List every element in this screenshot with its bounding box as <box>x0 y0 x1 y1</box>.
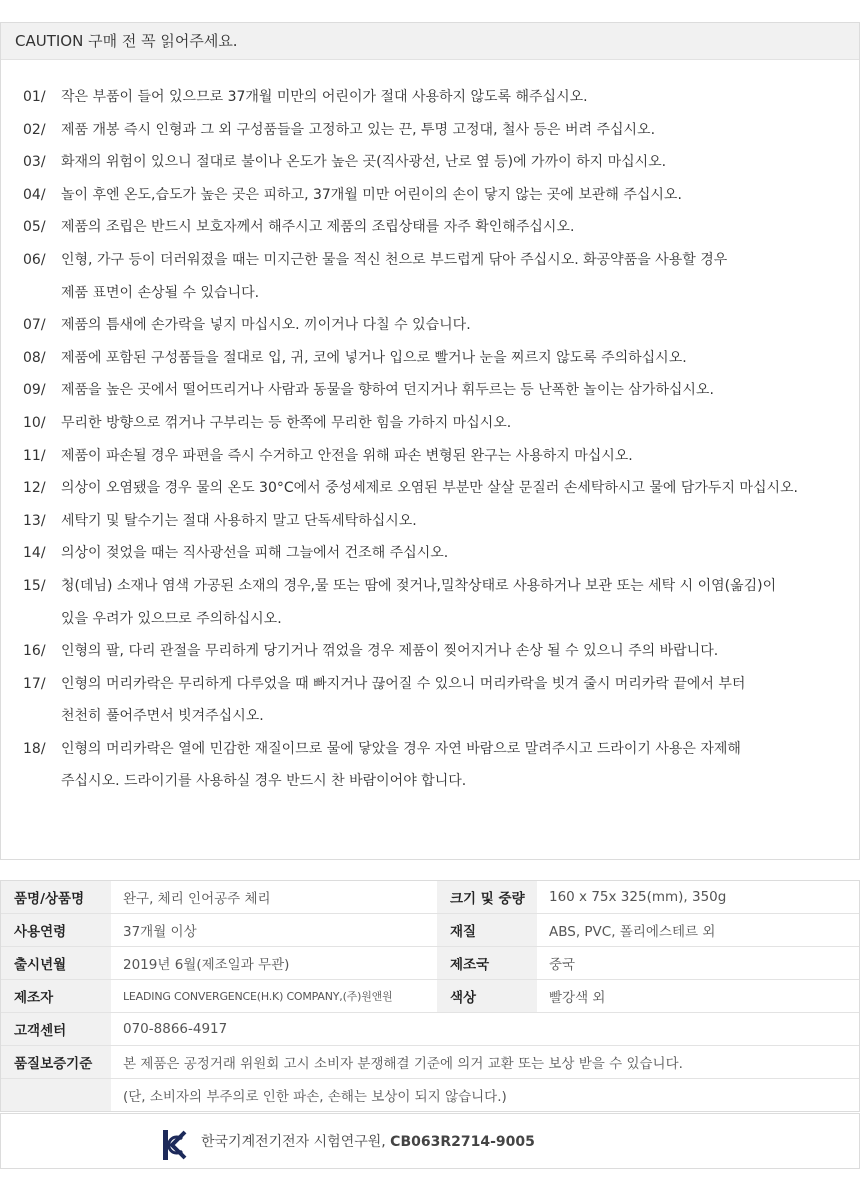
caution-item-text: 제품 개봉 즉시 인형과 그 외 구성품들을 고정하고 있는 끈, 투명 고정대, 철사 등은 버려 주십시오. <box>61 121 656 138</box>
caution-item-number: 06/ <box>23 251 46 268</box>
caution-item <box>1 146 859 179</box>
spec-label: 제조국 <box>437 947 537 980</box>
spec-row <box>1 1079 859 1112</box>
caution-item-number: 12/ <box>23 480 46 497</box>
caution-item-text: 제품 표면이 손상될 수 있습니다. <box>61 284 260 301</box>
certification-org: 한국기계전기전자 시험연구원, <box>201 1134 386 1150</box>
caution-item <box>1 211 859 244</box>
caution-item-number: 17/ <box>23 675 46 692</box>
caution-item-number: 09/ <box>23 382 46 399</box>
spec-row <box>1 1013 859 1046</box>
caution-item-text: 놀이 후엔 온도,습도가 높은 곳은 피하고, 37개월 미만 어린이의 손이 닿지 않는 곳에 보관해 주십시오. <box>61 186 682 203</box>
caution-item <box>1 472 859 505</box>
caution-item-text: 제품을 높은 곳에서 떨어뜨리거나 사람과 동물을 향하여 던지거나 휘두르는 등 난폭한 놀이는 삼가하십시오. <box>61 382 714 399</box>
caution-list <box>1 81 859 798</box>
caution-item-text: 화재의 위험이 있으니 절대로 불이나 온도가 높은 곳(직사광선, 난로 옆 등)에 가까이 하지 마십시오. <box>61 154 667 171</box>
spec-value: 중국 <box>537 947 859 980</box>
caution-item <box>1 505 859 538</box>
caution-item-number: 16/ <box>23 643 46 660</box>
caution-item-text: 작은 부품이 들어 있으므로 37개월 미만의 어린이가 절대 사용하지 않도록 해주십시오. <box>61 89 588 105</box>
caution-item-text: 천천히 풀어주면서 빗겨주십시오. <box>61 708 264 725</box>
product-spec-table <box>0 880 860 1112</box>
caution-item-number: 18/ <box>23 740 46 757</box>
spec-value: ABS, PVC, 폴리에스테르 외 <box>537 914 859 947</box>
caution-item-text: 제품의 틈새에 손가락을 넣지 마십시오. 끼이거나 다칠 수 있습니다. <box>61 317 471 334</box>
caution-item-number: 04/ <box>23 186 46 203</box>
caution-item <box>1 244 859 309</box>
caution-item-text: 제품이 파손될 경우 파편을 즉시 수거하고 안전을 위해 파손 변형된 완구는 사용하지 마십시오. <box>61 447 633 464</box>
spec-row <box>1 881 859 914</box>
kc-mark-icon <box>161 1128 187 1166</box>
caution-item-number: 07/ <box>23 317 46 334</box>
spec-value: 완구, 체리 인어공주 체리 <box>111 881 437 914</box>
caution-item-number: 03/ <box>23 154 46 171</box>
caution-item-text: 제품에 포함된 구성품들을 절대로 입, 귀, 코에 넣거나 입으로 빨거나 눈을 찌르지 않도록 주의하십시오. <box>61 349 687 366</box>
caution-item-text: 무리한 방향으로 꺾거나 구부리는 등 한쪽에 무리한 힘을 가하지 마십시오. <box>61 414 512 431</box>
spec-value: 빨강색 외 <box>537 980 859 1013</box>
caution-item-number: 02/ <box>23 121 46 138</box>
spec-row <box>1 1046 859 1079</box>
caution-item-text: 인형, 가구 등이 더러워졌을 때는 미지근한 물을 적신 천으로 부드럽게 닦아 주십시오. 화공약품을 사용할 경우 <box>61 251 728 268</box>
spec-value: (단, 소비자의 부주의로 인한 파손, 손해는 보상이 되지 않습니다.) <box>123 1089 507 1105</box>
spec-value: 본 제품은 공정거래 위원회 고시 소비자 분쟁해결 기준에 의거 교환 또는 보상 받을 수 있습니다. <box>111 1046 859 1079</box>
spec-label: 출시년월 <box>1 947 111 980</box>
spec-row <box>1 914 859 947</box>
caution-item-text: 인형의 머리카락은 무리하게 다루었을 때 빠지거나 끊어질 수 있으니 머리카락을 빗겨 줄시 머리카락 끝에서 부터 <box>61 675 746 692</box>
caution-item-text: 인형의 팔, 다리 관절을 무리하게 당기거나 꺾었을 경우 제품이 찢어지거나 손상 될 수 있으니 주의 바랍니다. <box>61 643 719 660</box>
caution-item-text: 주십시오. 드라이기를 사용하실 경우 반드시 찬 바람이어야 합니다. <box>61 773 467 790</box>
caution-item-text: 있을 우려가 있으므로 주의하십시오. <box>61 610 282 627</box>
caution-item <box>1 635 859 668</box>
spec-value: 070-8866-4917 <box>111 1013 859 1046</box>
caution-item <box>1 179 859 212</box>
spec-label: 사용연령 <box>1 914 111 947</box>
spec-value: 160 x 75x 325(mm), 350g <box>537 881 859 914</box>
spec-row <box>1 947 859 980</box>
caution-title: CAUTION 구매 전 꼭 읽어주세요. <box>1 23 859 60</box>
spec-label: 품명/상품명 <box>1 881 111 914</box>
caution-item-text: 의상이 젖었을 때는 직사광선을 피해 그늘에서 건조해 주십시오. <box>61 545 449 562</box>
caution-item-number: 15/ <box>23 577 46 594</box>
caution-panel <box>0 22 860 860</box>
spec-label: 크기 및 중량 <box>437 881 537 914</box>
spec-label: 재질 <box>437 914 537 947</box>
spec-label: 색상 <box>437 980 537 1013</box>
caution-item-text: 세탁기 및 탈수기는 절대 사용하지 말고 단독세탁하십시오. <box>61 512 417 529</box>
caution-item-number: 14/ <box>23 545 46 562</box>
caution-item <box>1 537 859 570</box>
certification-code: CB063R2714-9005 <box>390 1134 535 1150</box>
spec-label-empty <box>1 1079 111 1112</box>
caution-item-number: 08/ <box>23 349 46 366</box>
caution-item <box>1 668 859 733</box>
caution-item <box>1 342 859 375</box>
caution-item-number: 13/ <box>23 512 46 529</box>
caution-item-text: 제품의 조립은 반드시 보호자께서 해주시고 제품의 조립상태를 자주 확인해주십시오. <box>61 219 575 236</box>
spec-value: 2019년 6월(제조일과 무관) <box>111 947 437 980</box>
caution-item-text: 인형의 머리카락은 열에 민감한 재질이므로 물에 닿았을 경우 자연 바람으로 말려주시고 드라이기 사용은 자제해 <box>61 740 741 757</box>
spec-row <box>1 980 859 1013</box>
spec-label: 품질보증기준 <box>1 1046 111 1079</box>
caution-item <box>1 440 859 473</box>
caution-item <box>1 407 859 440</box>
certification-text <box>201 1114 535 1170</box>
spec-value: LEADING CONVERGENCE(H.K) COMPANY,(주)원앤원 <box>111 980 437 1013</box>
spec-label: 제조자 <box>1 980 111 1013</box>
caution-item <box>1 81 859 114</box>
caution-item <box>1 114 859 147</box>
certification-bar <box>0 1113 860 1169</box>
caution-item <box>1 733 859 798</box>
caution-item <box>1 309 859 342</box>
caution-item-number: 10/ <box>23 414 46 431</box>
caution-item-text: 청(데님) 소재나 염색 가공된 소재의 경우,물 또는 땀에 젖거나,밀착상태로 사용하거나 보관 또는 세탁 시 이염(옮김)이 <box>61 577 777 594</box>
caution-item-number: 01/ <box>23 89 46 105</box>
spec-label: 고객센터 <box>1 1013 111 1046</box>
spec-value: 37개월 이상 <box>111 914 437 947</box>
caution-item <box>1 570 859 635</box>
caution-item-number: 11/ <box>23 447 46 464</box>
caution-item-text: 의상이 오염됐을 경우 물의 온도 30°C에서 중성세제로 오염된 부분만 살살 문질러 손세탁하시고 물에 담가두지 마십시오. <box>61 480 798 497</box>
caution-item <box>1 374 859 407</box>
caution-item-number: 05/ <box>23 219 46 236</box>
